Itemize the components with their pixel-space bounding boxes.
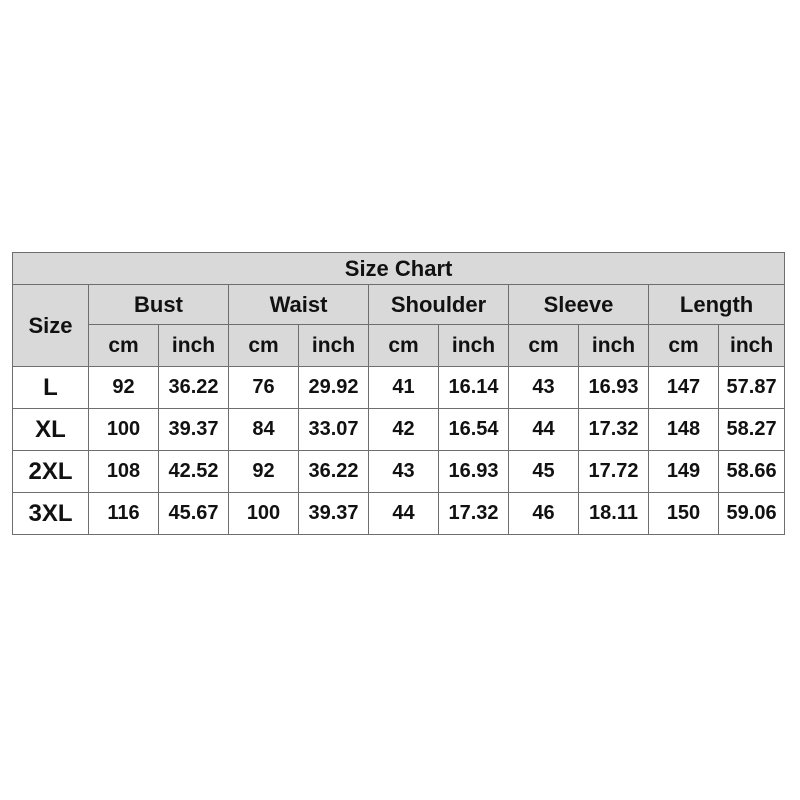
measurement-value: 36.22	[159, 367, 229, 409]
measurement-value: 58.66	[719, 451, 785, 493]
title-row	[13, 253, 785, 285]
size-row	[13, 451, 785, 493]
measurement-value: 58.27	[719, 409, 785, 451]
measurement-value: 149	[649, 451, 719, 493]
measurement-value: 17.32	[439, 493, 509, 535]
size-chart-table	[12, 252, 785, 535]
measurement-value: 45	[509, 451, 579, 493]
measurement-value: 147	[649, 367, 719, 409]
unit-header-sleeve-inch: inch	[579, 325, 649, 367]
measurement-value: 43	[509, 367, 579, 409]
measurement-value: 148	[649, 409, 719, 451]
unit-header-row	[13, 325, 785, 367]
measurement-value: 16.54	[439, 409, 509, 451]
size-label: 2XL	[13, 451, 89, 493]
measurement-value: 39.37	[299, 493, 369, 535]
measurement-header-waist: Waist	[229, 285, 369, 325]
measurement-value: 18.11	[579, 493, 649, 535]
measurement-header-sleeve: Sleeve	[509, 285, 649, 325]
size-label: L	[13, 367, 89, 409]
measurement-value: 17.32	[579, 409, 649, 451]
size-row	[13, 493, 785, 535]
size-column-header: Size	[13, 285, 89, 367]
unit-header-shoulder-inch: inch	[439, 325, 509, 367]
measurement-header-length: Length	[649, 285, 785, 325]
measurement-value: 45.67	[159, 493, 229, 535]
measurement-value: 100	[89, 409, 159, 451]
measurement-value: 16.93	[579, 367, 649, 409]
measurement-value: 150	[649, 493, 719, 535]
unit-header-waist-inch: inch	[299, 325, 369, 367]
measurement-value: 59.06	[719, 493, 785, 535]
measurement-value: 43	[369, 451, 439, 493]
size-row	[13, 367, 785, 409]
measurement-value: 44	[509, 409, 579, 451]
size-label: XL	[13, 409, 89, 451]
measurement-value: 100	[229, 493, 299, 535]
measurement-value: 84	[229, 409, 299, 451]
measurement-value: 16.93	[439, 451, 509, 493]
measurement-value: 92	[89, 367, 159, 409]
measurement-value: 42.52	[159, 451, 229, 493]
unit-header-bust-cm: cm	[89, 325, 159, 367]
size-label: 3XL	[13, 493, 89, 535]
measurement-value: 29.92	[299, 367, 369, 409]
measurement-value: 42	[369, 409, 439, 451]
measurement-value: 41	[369, 367, 439, 409]
measurement-header-row	[13, 285, 785, 325]
measurement-value: 16.14	[439, 367, 509, 409]
measurement-header-bust: Bust	[89, 285, 229, 325]
measurement-value: 108	[89, 451, 159, 493]
measurement-value: 39.37	[159, 409, 229, 451]
measurement-value: 17.72	[579, 451, 649, 493]
unit-header-waist-cm: cm	[229, 325, 299, 367]
measurement-header-shoulder: Shoulder	[369, 285, 509, 325]
chart-title: Size Chart	[13, 253, 785, 285]
unit-header-bust-inch: inch	[159, 325, 229, 367]
measurement-value: 76	[229, 367, 299, 409]
unit-header-sleeve-cm: cm	[509, 325, 579, 367]
measurement-value: 36.22	[299, 451, 369, 493]
measurement-value: 116	[89, 493, 159, 535]
measurement-value: 44	[369, 493, 439, 535]
measurement-value: 92	[229, 451, 299, 493]
unit-header-length-cm: cm	[649, 325, 719, 367]
measurement-value: 46	[509, 493, 579, 535]
size-row	[13, 409, 785, 451]
unit-header-shoulder-cm: cm	[369, 325, 439, 367]
measurement-value: 33.07	[299, 409, 369, 451]
measurement-value: 57.87	[719, 367, 785, 409]
unit-header-length-inch: inch	[719, 325, 785, 367]
